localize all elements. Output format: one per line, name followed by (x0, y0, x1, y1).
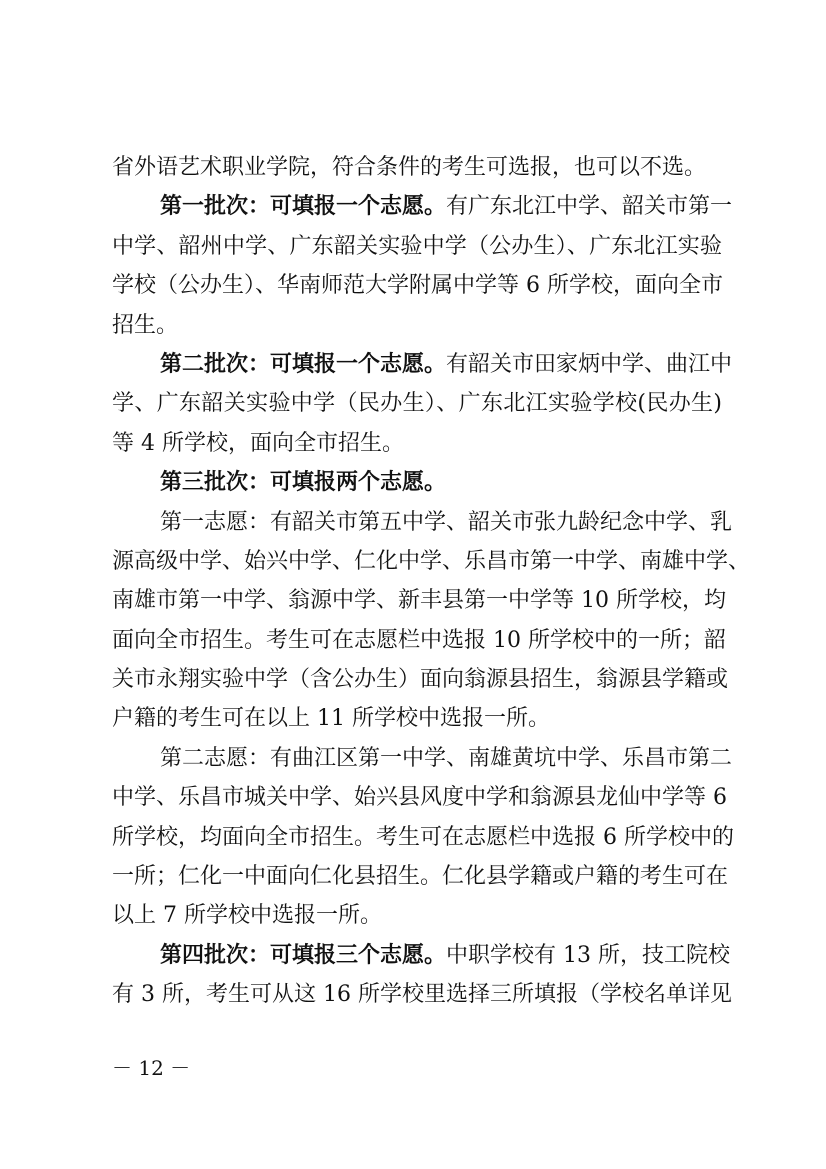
line-text: 以上 7 所学校中选报一所。 (112, 903, 382, 929)
line-text: 中学、乐昌市城关中学、始兴县风度中学和翁源县龙仙中学等 6 (112, 785, 727, 811)
batch-heading: 第四批次：可填报三个志愿。 (160, 941, 447, 968)
line-text: 中职学校有 13 所，技工院校 (446, 942, 730, 968)
paragraph-line (112, 739, 733, 778)
page-number: － 12 － (112, 1056, 191, 1080)
line-text: 有广东北江中学、韶关市第一 (446, 194, 733, 220)
paragraph-line (112, 621, 726, 660)
paragraph-line (112, 857, 729, 896)
paragraph-line (112, 345, 733, 384)
line-text: 第一志愿：有韶关市第五中学、韶关市张九龄纪念中学、乳 (160, 509, 733, 535)
line-text: 南雄市第一中学、翁源中学、新丰县第一中学等 10 所学校，均 (112, 588, 726, 614)
line-text: 一所；仁化一中面向仁化县招生。仁化县学籍或户籍的考生可在 (112, 864, 729, 890)
paragraph-line (112, 699, 722, 738)
line-text: 学校（公办生）、华南师范大学附属中学等 6 所学校，面向全市 (112, 273, 723, 299)
line-text: 源高级中学、始兴中学、仁化中学、乐昌市第一中学、南雄中学、 (112, 548, 751, 574)
paragraph-line (112, 384, 722, 423)
paragraph-line (112, 778, 727, 817)
paragraph-line (112, 818, 734, 857)
line-text: 户籍的考生可在以上 11 所学校中选报一所。 (112, 706, 550, 732)
paragraph-line (112, 503, 733, 542)
paragraph-line (112, 266, 722, 305)
line-text: 省外语艺术职业学院，符合条件的考生可选报，也可以不选。 (112, 155, 707, 180)
line-text: 面向全市招生。考生可在志愿栏中选报 10 所学校中的一所；韶 (112, 627, 726, 653)
batch-heading: 第二批次：可填报一个志愿。 (160, 350, 447, 377)
line-text: 有 3 所，考生可从这 16 所学校里选择三所填报（学校名单详见 (112, 982, 732, 1008)
document-body (112, 148, 751, 1015)
paragraph-line (112, 936, 730, 975)
paragraph-line (112, 463, 722, 502)
paragraph-line (112, 660, 729, 699)
paragraph-line (112, 975, 732, 1014)
line-text: 学、广东韶关实验中学（民办生）、广东北江实验学校(民办生) (112, 391, 722, 417)
line-text: 关市永翔实验中学（含公办生）面向翁源县招生，翁源县学籍或 (112, 667, 729, 693)
paragraph-line (112, 227, 722, 266)
paragraph-line (112, 896, 722, 935)
paragraph-line (112, 424, 722, 463)
paragraph-line (112, 187, 733, 226)
line-text: 所学校，均面向全市招生。考生可在志愿栏中选报 6 所学校中的 (112, 824, 734, 850)
line-text: 有韶关市田家炳中学、曲江中 (446, 351, 733, 377)
batch-heading: 第三批次：可填报两个志愿。 (160, 469, 447, 496)
line-text: 招生。 (112, 312, 179, 338)
paragraph-line (112, 581, 726, 620)
line-text: 第二志愿：有曲江区第一中学、南雄黄坑中学、乐昌市第二 (160, 745, 733, 771)
line-text: 等 4 所学校，面向全市招生。 (112, 430, 404, 456)
batch-heading: 第一批次：可填报一个志愿。 (160, 193, 447, 220)
paragraph-line (112, 148, 722, 187)
paragraph-line (112, 542, 751, 581)
paragraph-line (112, 306, 722, 345)
line-text: 中学、韶州中学、广东韶关实验中学（公办生）、广东北江实验 (112, 233, 722, 259)
